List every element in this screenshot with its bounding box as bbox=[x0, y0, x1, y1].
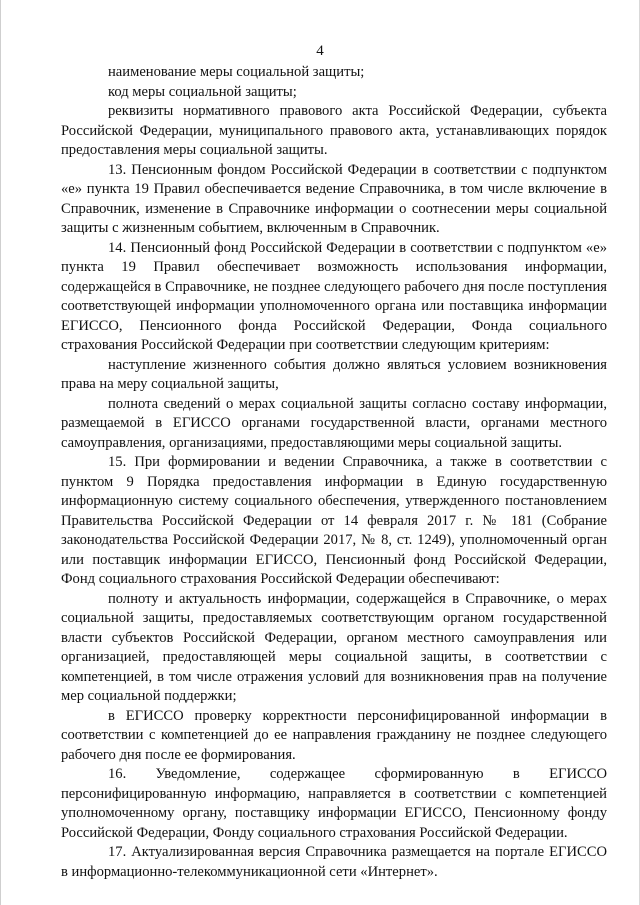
paragraph-clause-15: 15. При формировании и ведении Справочника, а также в соответствии с пунктом 9 Порядка предоставления информации в Единую государственную информационную систему социального обеспечения, утвержденного постановлением Правительства Российской Федерации от 14 февраля 2017 г. № 181 (Собрание законодательства Российской Федерации 2017, № 8, ст. 1249), уполномоченный орган или поставщик информации ЕГИССО, Пенсионный фонд Российской Федерации, Фонд социального страхования Российской Федерации обеспечивают: bbox=[61, 454, 607, 587]
paragraph-clause-13: 13. Пенсионным фондом Российской Федерации в соответствии с подпунктом «е» пункта 19 Правил обеспечивается ведение Справочника, в том числе включение в Справочник, изменение в Справочнике информации о соотнесении меры социальной защиты с жизненным событием, включенным в Справочник. bbox=[61, 161, 607, 236]
paragraph-clause-16: 16. Уведомление, содержащее сформированную в ЕГИССО персонифицированную информацию, направляется в соответствии с компетенцией уполномоченному органу, поставщику информации ЕГИССО, Пенсионному фонду Российской Федерации, Фонду социального страхования Российской Федерации. bbox=[61, 766, 607, 841]
paragraph-measure-code: код меры социальной защиты; bbox=[108, 83, 297, 100]
paragraph-verification-obligation: в ЕГИССО проверку корректности персонифицированной информации в соответствии с компетенцией до ее направления гражданину не позднее следующего рабочего дня после ее формирования. bbox=[61, 707, 607, 763]
document-body bbox=[61, 63, 607, 882]
page-number: 4 bbox=[316, 43, 324, 59]
paragraph-measure-name: наименование меры социальной защиты; bbox=[108, 64, 365, 80]
paragraph-clause-17: 17. Актуализированная версия Справочника размещается на портале ЕГИССО в информационно-телекоммуникационной сети «Интернет». bbox=[61, 844, 607, 880]
paragraph-completeness-obligation: полноту и актуальность информации, содержащейся в Справочнике, о мерах социальной защиты, предоставляемых соответствующим органом государственной власти субъектов Российской Федерации, органом местного самоуправления или организацией, предоставляющей меры социальной защиты, в соответствии с компетенцией, в том числе отражения условий для возникновения прав на получение мер социальной поддержки; bbox=[61, 590, 607, 704]
paragraph-criterion-completeness: полнота сведений о мерах социальной защиты согласно составу информации, размещаемой в ЕГИССО органами государственной власти, органами местного самоуправления, организациями, предоставляющими меры социальной защиты. bbox=[61, 395, 607, 451]
paragraph-legal-act-details: реквизиты нормативного правового акта Российской Федерации, субъекта Российской Федерации, муниципального правового акта, устанавливающих порядок предоставления меры социальной защиты. bbox=[61, 103, 607, 158]
paragraph-clause-14: 14. Пенсионный фонд Российской Федерации в соответствии с подпунктом «е» пункта 19 Правил обеспечивает возможность использования информации, содержащейся в Справочнике, не позднее следующего рабочего дня после поступления соответствующей информации уполномоченного органа или поставщика информации ЕГИССО, Пенсионного фонда Российской Федерации, Фонда социального страхования Российской Федерации при соответствии следующим критериям: bbox=[61, 239, 607, 353]
paragraph-criterion-life-event: наступление жизненного события должно являться условием возникновения права на меру социальной защиты, bbox=[61, 356, 607, 392]
